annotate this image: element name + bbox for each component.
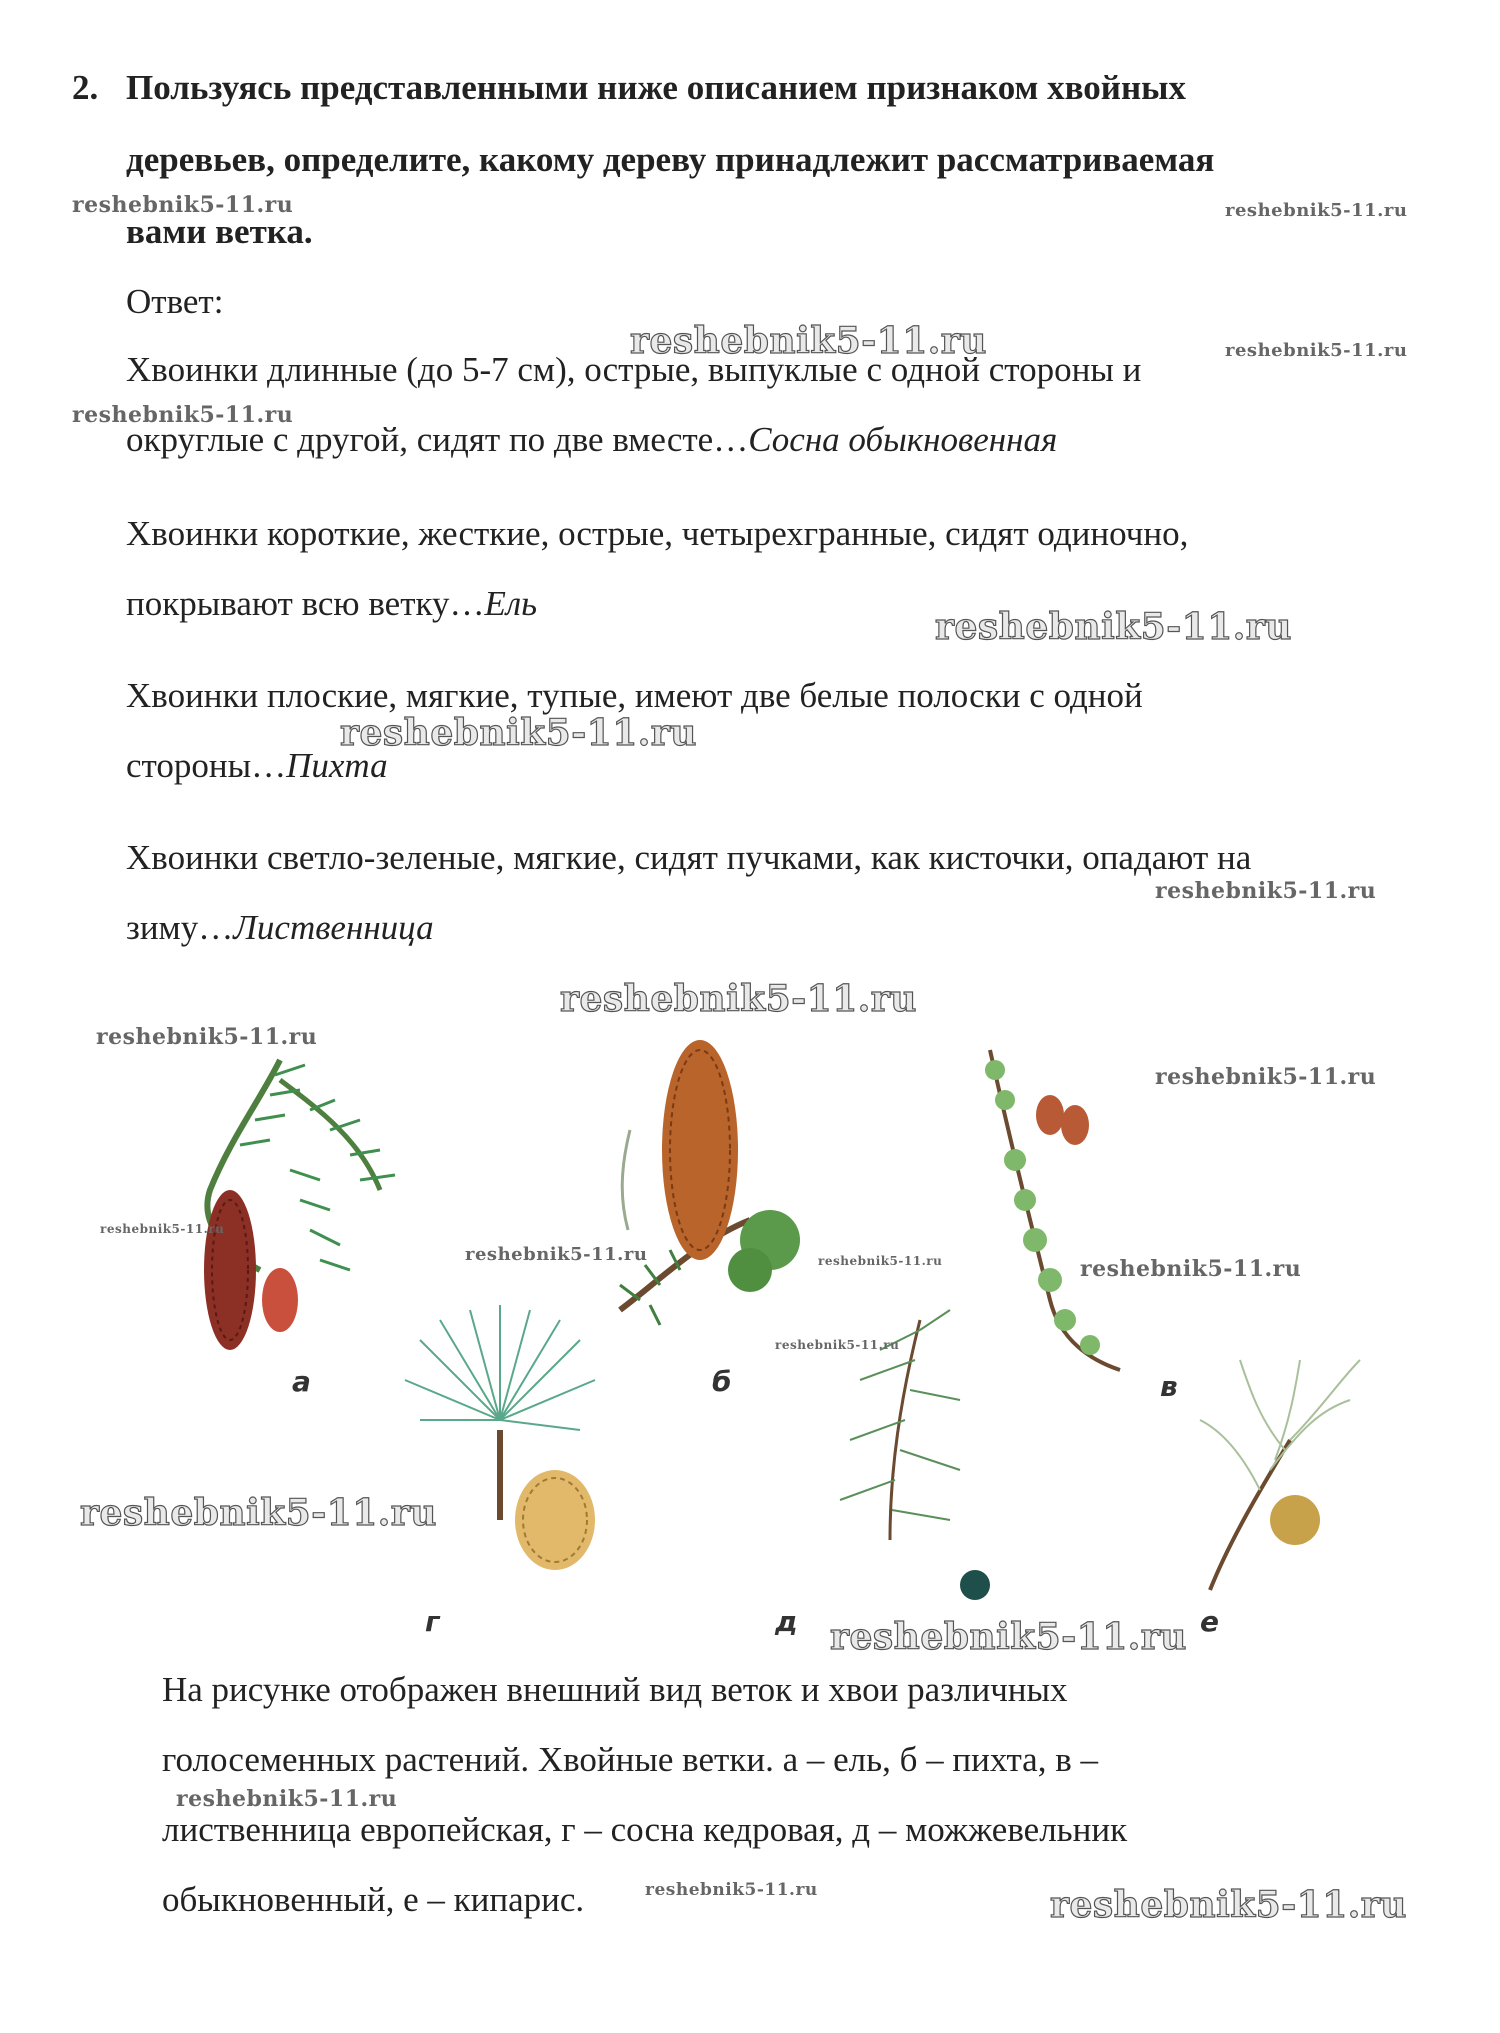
figure-label-a: а — [292, 1365, 311, 1398]
watermark: reshebnik5-11.ru — [96, 1024, 318, 1050]
larch-branch-c — [985, 1050, 1120, 1370]
spruce-branch-a — [204, 1060, 395, 1350]
fir-branch-b — [620, 1040, 800, 1325]
item-2-line-2-text: покрывают всю ветку… — [126, 584, 485, 623]
item-3-line-2-text: стороны… — [126, 746, 287, 785]
figure-label-g: г — [425, 1605, 440, 1638]
watermark: reshebnik5-11.ru — [72, 402, 294, 428]
watermark: reshebnik5-11.ru — [100, 1222, 225, 1236]
task-number: 2. — [72, 68, 99, 107]
item-4-answer: Лиственница — [233, 908, 434, 947]
watermark: reshebnik5-11.ru — [465, 1244, 648, 1265]
watermark: reshebnik5-11.ru — [935, 606, 1292, 648]
task-text-line-3: вами ветка. — [126, 212, 313, 251]
watermark: reshebnik5-11.ru — [630, 320, 987, 362]
figure-label-b: б — [712, 1365, 732, 1398]
watermark: reshebnik5-11.ru — [1050, 1884, 1407, 1926]
watermark: reshebnik5-11.ru — [1080, 1256, 1302, 1282]
answer-label: Ответ: — [126, 282, 224, 321]
item-1-answer: Сосна обыкновенная — [748, 420, 1058, 459]
watermark: reshebnik5-11.ru — [72, 192, 294, 218]
conifer-branches-figure — [60, 1020, 1440, 1680]
item-2-line-2 — [126, 584, 537, 624]
caption-line-1: На рисунке отображен внешний вид веток и хвои различных — [162, 1670, 1068, 1709]
caption-line-3: лиственница европейская, г – сосна кедровая, д – можжевельник — [162, 1810, 1128, 1849]
figure-label-e: е — [1200, 1605, 1219, 1638]
watermark: reshebnik5-11.ru — [80, 1492, 437, 1534]
watermark: reshebnik5-11.ru — [1225, 200, 1408, 221]
item-1-line-1: Хвоинки длинные (до 5-7 см), острые, выпуклые с одной стороны и — [126, 350, 1142, 389]
watermark: reshebnik5-11.ru — [1155, 878, 1377, 904]
item-4-line-2 — [126, 908, 434, 948]
caption-line-4: обыкновенный, е – кипарис. — [162, 1880, 585, 1919]
item-1-line-2-text: округлые с другой, сидят по две вместе… — [126, 420, 749, 459]
watermark: reshebnik5-11.ru — [818, 1254, 943, 1268]
item-3-answer: Пихта — [286, 746, 388, 785]
item-3-line-1: Хвоинки плоские, мягкие, тупые, имеют две белые полоски с одной — [126, 676, 1143, 715]
task-text-line-1: Пользуясь представленными ниже описанием признаком хвойных — [126, 68, 1186, 107]
watermark: reshebnik5-11.ru — [645, 1880, 818, 1900]
watermark: reshebnik5-11.ru — [1155, 1064, 1377, 1090]
watermark: reshebnik5-11.ru — [176, 1786, 398, 1812]
caption-line-2: голосеменных растений. Хвойные ветки. а – ель, б – пихта, в – — [162, 1740, 1098, 1779]
figure-label-d: д — [775, 1605, 798, 1638]
watermark: reshebnik5-11.ru — [1225, 340, 1408, 361]
cypress-branch-e — [1200, 1360, 1360, 1590]
task-text-line-2: деревьев, определите, какому дереву принадлежит рассматриваемая — [126, 140, 1215, 179]
item-4-line-2-text: зиму… — [126, 908, 234, 947]
watermark: reshebnik5-11.ru — [340, 712, 697, 754]
watermark: reshebnik5-11.ru — [560, 978, 917, 1020]
conifer-illustration — [60, 1020, 1440, 1680]
item-2-answer: Ель — [484, 584, 538, 623]
item-4-line-1: Хвоинки светло-зеленые, мягкие, сидят пучками, как кисточки, опадают на — [126, 838, 1252, 877]
juniper-branch-d — [840, 1310, 990, 1600]
item-2-line-1: Хвоинки короткие, жесткие, острые, четырехгранные, сидят одиночно, — [126, 514, 1189, 553]
figure-label-c: в — [1160, 1370, 1178, 1403]
watermark: reshebnik5-11.ru — [830, 1616, 1187, 1658]
watermark: reshebnik5-11.ru — [775, 1338, 900, 1352]
